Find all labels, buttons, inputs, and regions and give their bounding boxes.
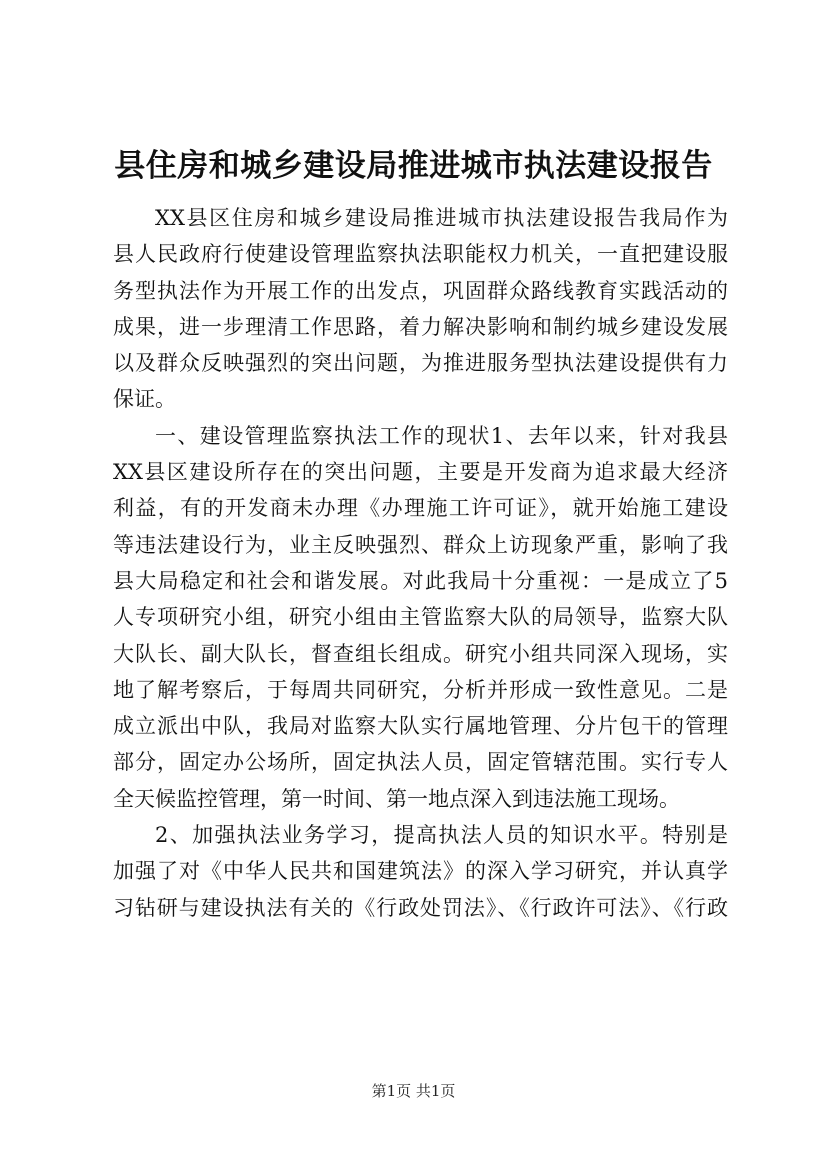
paragraph-line: 地了解考察后，于每周共同研究，分析并形成一致性意见。二是 [113,677,728,702]
paragraph-line: 等违法建设行为，业主反映强烈、群众上访现象严重，影响了我 [113,532,728,557]
paragraph-line: 人专项研究小组，研究小组由主管监察大队的局领导，监察大队 [113,605,728,630]
paragraph-line: 一、建设管理监察执法工作的现状1、去年以来，针对我县 [155,423,728,448]
paragraph-line: 以及群众反映强烈的突出问题，为推进服务型执法建设提供有力 [113,351,728,376]
paragraph-line: 成立派出中队，我局对监察大队实行属地管理、分片包干的管理 [113,714,728,739]
paragraph-line: 大队长、副大队长，督查组长组成。研究小组共同深入现场，实 [113,641,728,666]
paragraph-line: XX县区住房和城乡建设局推进城市执法建设报告我局作为 [155,206,728,230]
paragraph-line: 加强了对《中华人民共和国建筑法》的深入学习研究，并认真学 [113,859,728,884]
paragraph-line: 成果，进一步理清工作思路，着力解决影响和制约城乡建设发展 [113,314,728,339]
document-body [113,200,728,926]
paragraph-line: 部分，固定办公场所，固定执法人员，固定管辖范围。实行专人 [113,750,728,775]
paragraph-line: 利益，有的开发商未办理《办理施工许可证》，就开始施工建设 [113,496,728,521]
paragraph-line: 保证。 [113,387,176,412]
paragraph-line: 县大局稳定和社会和谐发展。对此我局十分重视：一是成立了5 [113,568,728,593]
paragraph-line: 全天候监控管理，第一时间、第一地点深入到违法施工现场。 [113,786,680,811]
paragraph-line: 县人民政府行使建设管理监察执法职能权力机关，一直把建设服 [113,242,728,267]
document-title: 县住房和城乡建设局推进城市执法建设报告 [114,148,713,184]
paragraph-line: 2、加强执法业务学习，提高执法人员的知识水平。特别是 [155,823,728,848]
paragraph-line: XX县区建设所存在的突出问题，主要是开发商为追求最大经济 [113,460,728,485]
paragraph-line: 务型执法作为开展工作的出发点，巩固群众路线教育实践活动的 [113,278,728,303]
paragraph-line: 习钻研与建设执法有关的《行政处罚法》、《行政许可法》、《行政 [113,895,728,920]
page-indicator: 第1页 共1页 [371,1082,456,1100]
